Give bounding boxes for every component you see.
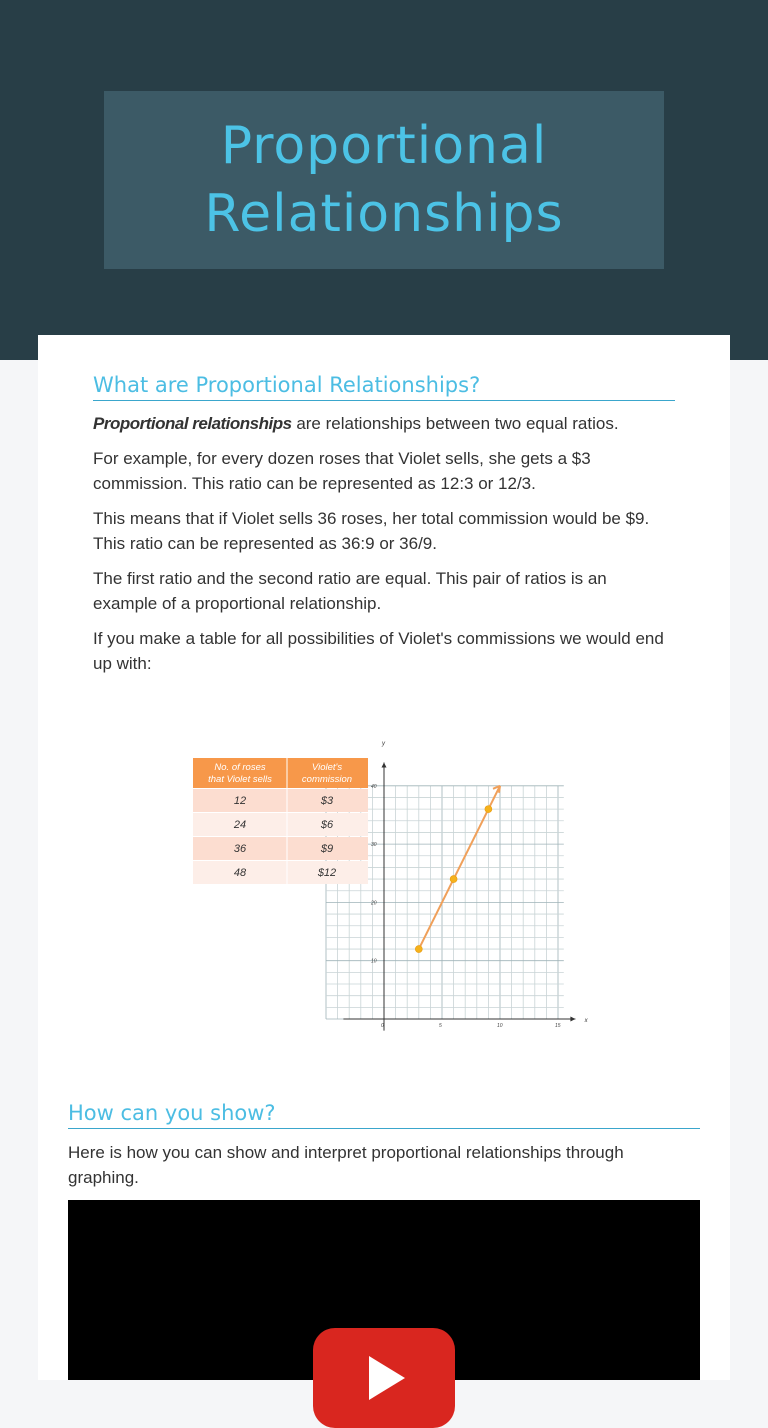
paragraph: Here is how you can show and interpret proportional relationships through graphing. xyxy=(68,1143,624,1187)
content-card xyxy=(38,335,730,1380)
table-header-label: that Violet sells xyxy=(208,774,272,785)
paragraph: For example, for every dozen roses that Violet sells, she gets a $3 commission. This ratio can be represented as 12:3 or 12/3. xyxy=(93,449,591,493)
intro-text: are relationships between two equal ratios. xyxy=(291,414,619,433)
header-banner xyxy=(0,0,768,360)
x-axis-arrow-icon xyxy=(570,1017,575,1022)
y-tick-label: 30 xyxy=(371,842,377,849)
table-cell: $12 xyxy=(317,867,337,879)
table-row xyxy=(193,861,368,884)
table-cell: 12 xyxy=(233,795,247,807)
data-point xyxy=(485,806,492,813)
table-row xyxy=(193,813,368,836)
paragraph: The first ratio and the second ratio are equal. This pair of ratios is an example of a proportional relationship. xyxy=(93,569,607,613)
table-cell: $6 xyxy=(320,819,334,831)
x-tick-label: 5 xyxy=(439,1023,442,1029)
table-header-label: No. of roses xyxy=(214,762,266,773)
table-cell: 48 xyxy=(233,867,247,879)
page-title: Proportional Relationships xyxy=(204,116,564,244)
intro-bold: Proportional relationships xyxy=(93,414,292,433)
table-row xyxy=(193,789,368,812)
table-row xyxy=(193,837,368,860)
table-cell: 24 xyxy=(233,819,247,831)
proportion-figure xyxy=(190,740,590,1035)
data-point xyxy=(415,946,422,953)
x-tick-label: 10 xyxy=(497,1023,503,1029)
paragraph: If you make a table for all possibilities of Violet's commissions we would end up with: xyxy=(93,629,664,673)
paragraph: This means that if Violet sells 36 roses, her total commission would be $9. This ratio can be represented as 36:9 or 36/9. xyxy=(93,509,650,553)
section-heading: How can you show? xyxy=(68,1099,700,1129)
section-heading: What are Proportional Relationships? xyxy=(93,371,675,401)
play-icon xyxy=(369,1356,405,1400)
intro-paragraph xyxy=(93,411,683,436)
x-axis-label: x xyxy=(584,1018,588,1024)
y-axis-label: y xyxy=(382,740,385,747)
table-header-label: Violet's xyxy=(311,762,343,773)
y-axis-arrow-icon xyxy=(382,762,387,767)
x-tick-label: 15 xyxy=(555,1023,561,1029)
y-tick-label: 40 xyxy=(371,783,377,790)
y-tick-label: 20 xyxy=(371,900,377,907)
data-point xyxy=(450,876,457,883)
table-header-label: commission xyxy=(301,774,353,785)
table-cell: $3 xyxy=(320,795,334,807)
table-cell: 36 xyxy=(233,843,247,855)
y-tick-label: 10 xyxy=(371,958,377,965)
table-cell: $9 xyxy=(320,843,334,855)
video-player[interactable] xyxy=(68,1200,700,1380)
x-tick-label: 0 xyxy=(381,1023,384,1029)
title-box xyxy=(104,91,664,269)
youtube-play-button[interactable] xyxy=(313,1328,455,1428)
